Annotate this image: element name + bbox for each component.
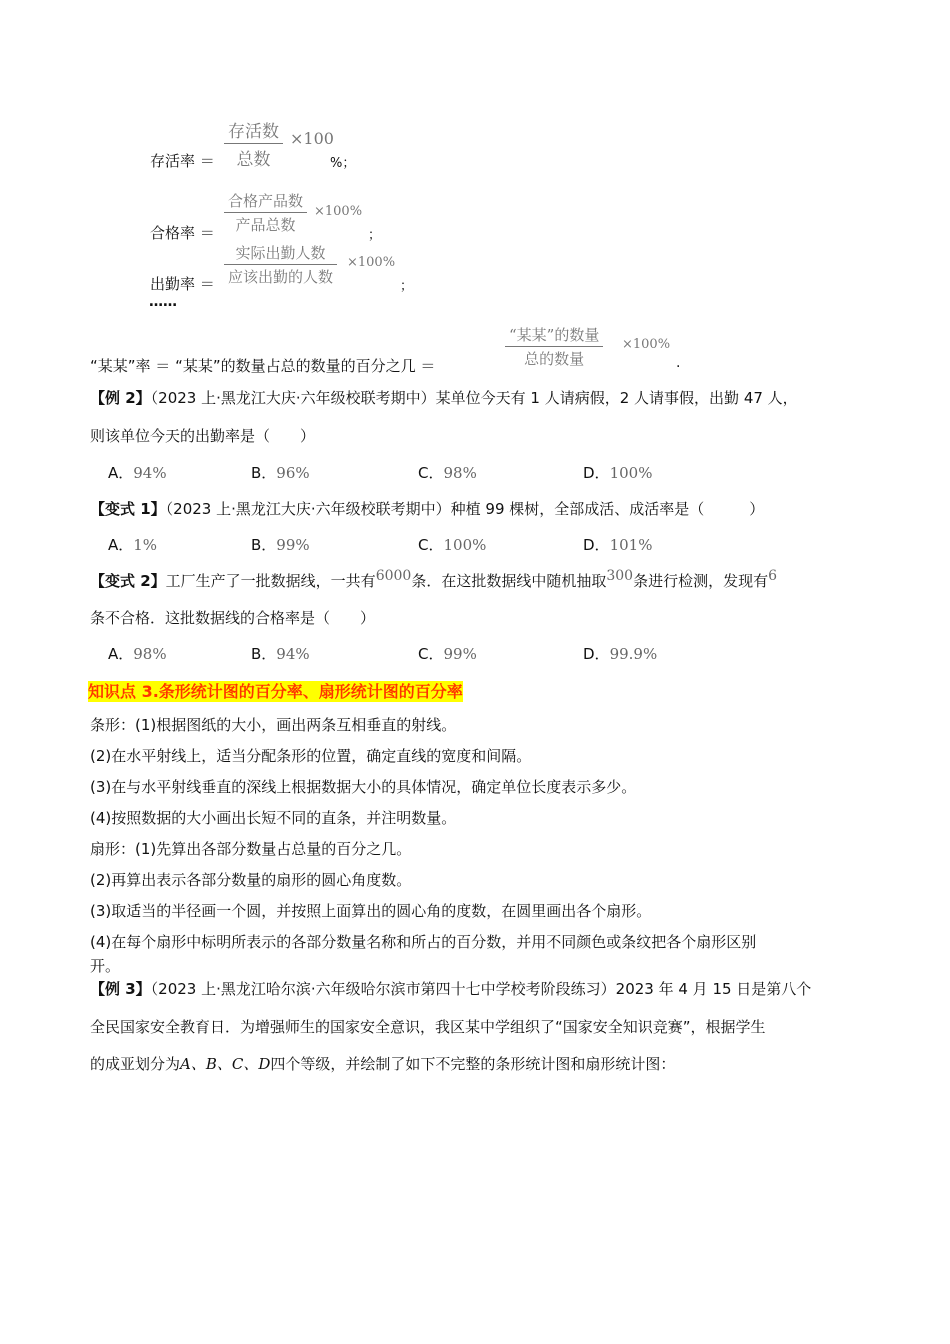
question-line: 条不合格．这批数据线的合格率是（ ） bbox=[90, 609, 376, 627]
multiplier: ×100% bbox=[347, 255, 396, 270]
question-line bbox=[90, 387, 798, 408]
section-title: 知识点 3.条形统计图的百分率、扇形统计图的百分率 bbox=[88, 682, 463, 701]
fraction bbox=[505, 324, 603, 369]
grade-letters: A、B、C、D bbox=[180, 1055, 271, 1073]
option-a[interactable]: A．1% bbox=[108, 536, 158, 554]
formula-lhs: 合格率 ＝ bbox=[150, 224, 215, 242]
option-b[interactable]: B．96% bbox=[251, 464, 310, 482]
fraction-denominator: 应该出勤的人数 bbox=[228, 268, 334, 286]
question-line: 则该单位今天的出勤率是（ ） bbox=[90, 427, 316, 445]
fraction-bar bbox=[505, 346, 603, 347]
option-b[interactable]: B．94% bbox=[251, 645, 310, 663]
question-tag: 【变式 1】 bbox=[90, 500, 166, 518]
fraction-numerator: “某某”的数量 bbox=[509, 326, 600, 344]
formula-lhs: 存活率 ＝ bbox=[150, 152, 215, 170]
formula-tail: ； bbox=[368, 228, 382, 243]
step-line: (4)按照数据的大小画出长短不同的直条，并注明数量。 bbox=[90, 809, 457, 827]
fraction-numerator: 合格产品数 bbox=[228, 192, 304, 210]
ellipsis: …… bbox=[149, 294, 177, 310]
option-a[interactable]: A．94% bbox=[108, 464, 167, 482]
question-text: （2023 上·黑龙江大庆·六年级校联考期中）种植 99 棵树，全部成活、成活率是（ ） bbox=[165, 500, 765, 518]
fraction-numerator: 实际出勤人数 bbox=[235, 244, 326, 262]
formula-lhs: 出勤率 ＝ bbox=[150, 275, 215, 293]
fraction bbox=[224, 242, 337, 287]
question-text: （2023 上·黑龙江哈尔滨·六年级哈尔滨市第四十七中学校考阶段练习）2023 年 4 月 15 日是第八个 bbox=[150, 980, 812, 998]
question-text: （2023 上·黑龙江大庆·六年级校联考期中）某单位今天有 1 人请病假，2 人请事假，出勤 47 人， bbox=[150, 389, 798, 407]
option-d[interactable]: D．100% bbox=[583, 464, 653, 482]
option-c[interactable]: C．99% bbox=[418, 645, 477, 663]
question-tag: 【例 2】 bbox=[90, 389, 151, 407]
multiplier: ×100% bbox=[622, 337, 671, 352]
step-line: 开。 bbox=[90, 957, 121, 975]
fraction-bar bbox=[224, 143, 283, 144]
formula-tail: %； bbox=[330, 156, 356, 171]
question-tag: 【例 3】 bbox=[90, 980, 151, 998]
question-line: 全民国家安全教育日．为增强师生的国家安全意识，我区某中学组织了“国家安全知识竞赛”，根据学生 bbox=[90, 1018, 766, 1036]
step-line: 条形：(1)根据图纸的大小，画出两条互相垂直的射线。 bbox=[90, 716, 457, 734]
option-d[interactable]: D．99.9% bbox=[583, 645, 658, 663]
multiplier: ×100 bbox=[290, 129, 334, 148]
number-6: 6 bbox=[768, 568, 778, 584]
step-line: (3)在与水平射线垂直的深线上根据数据大小的具体情况，确定单位长度表示多少。 bbox=[90, 778, 637, 796]
formula-lhs: “某某”率 ＝ “某某”的数量占总的数量的百分之几 ＝ bbox=[90, 357, 436, 375]
option-b[interactable]: B．99% bbox=[251, 536, 310, 554]
fraction-denominator: 总的数量 bbox=[524, 350, 585, 368]
formula-tail: . bbox=[676, 355, 681, 371]
step-line: (2)再算出表示各部分数量的扇形的圆心角度数。 bbox=[90, 871, 412, 889]
option-d[interactable]: D．101% bbox=[583, 536, 653, 554]
step-line: (4)在每个扇形中标明所表示的各部分数量名称和所占的百分数，并用不同颜色或条纹把各个扇形区别 bbox=[90, 933, 757, 951]
question-tag: 【变式 2】 bbox=[90, 572, 166, 590]
question-line: 【变式 2】工厂生产了一批数据线，一共有6000条．在这批数据线中随机抽取300条进行检测，发现有6 bbox=[90, 568, 778, 590]
option-c[interactable]: C．100% bbox=[418, 536, 487, 554]
question-line: 的成亚划分为A、B、C、D四个等级，并绘制了如下不完整的条形统计图和扇形统计图： bbox=[90, 1055, 676, 1073]
step-line: (3)取适当的半径画一个圆，并按照上面算出的圆心角的度数，在圆里画出各个扇形。 bbox=[90, 902, 652, 920]
step-line: (2)在水平射线上，适当分配条形的位置，确定直线的宽度和间隔。 bbox=[90, 747, 532, 765]
question-line bbox=[90, 498, 764, 519]
fraction-bar bbox=[224, 264, 337, 265]
option-c[interactable]: C．98% bbox=[418, 464, 477, 482]
fraction bbox=[224, 190, 307, 235]
fraction-denominator: 产品总数 bbox=[235, 216, 296, 234]
option-a[interactable]: A．98% bbox=[108, 645, 167, 663]
number-6000: 6000 bbox=[375, 568, 412, 584]
step-line: 扇形：(1)先算出各部分数量占总量的百分之几。 bbox=[90, 840, 412, 858]
question-line bbox=[90, 978, 811, 999]
fraction-denominator: 总数 bbox=[236, 150, 271, 170]
fraction bbox=[224, 117, 283, 170]
formula-tail: ； bbox=[400, 279, 414, 294]
fraction-numerator: 存活数 bbox=[228, 122, 279, 142]
fraction-bar bbox=[224, 212, 307, 213]
multiplier: ×100% bbox=[314, 204, 363, 219]
number-300: 300 bbox=[606, 568, 634, 584]
